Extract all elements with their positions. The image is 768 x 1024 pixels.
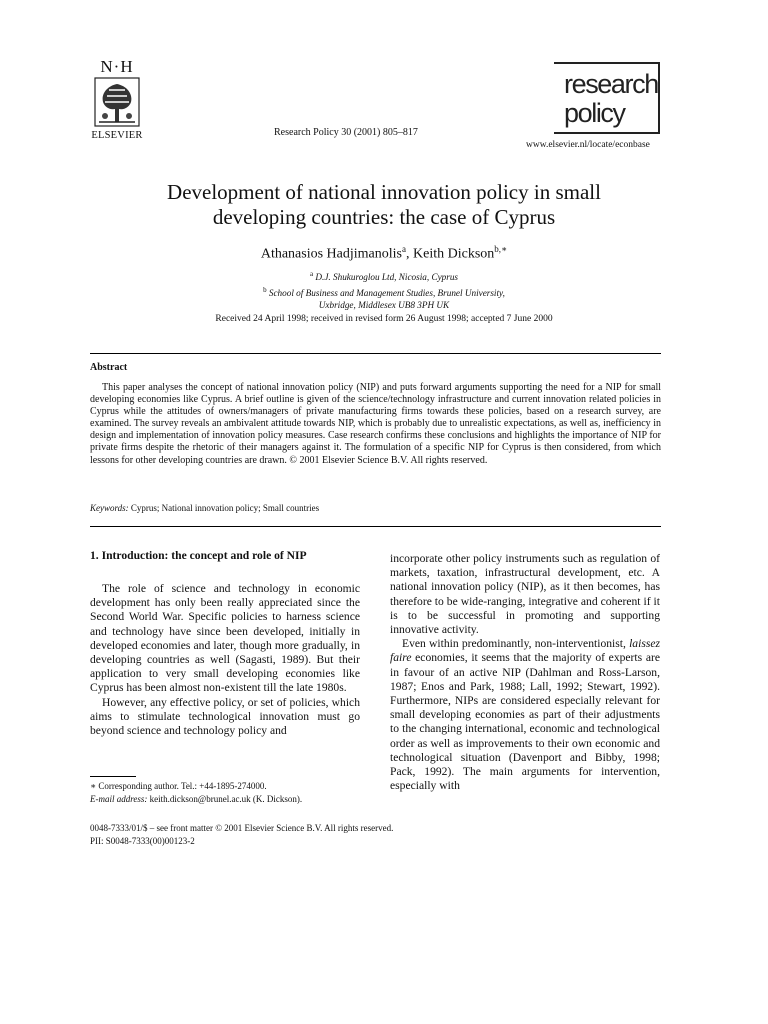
logo-bottom-rule [554,132,660,134]
journal-reference: Research Policy 30 (2001) 805–817 [274,127,418,138]
journal-logo-text [564,70,658,128]
affiliation-b-line2: Uxbridge, Middlesex UB8 3PH UK [318,300,450,311]
author-1-affil-mark: a [402,244,406,254]
journal-logo [554,62,660,134]
affil-b-text: School of Business and Management Studies, Brunel University, [266,287,505,298]
affiliation-a [110,268,658,284]
abstract-heading: Abstract [90,362,128,373]
paragraph-text: economies, it seems that the majority of experts are in favour of an active NIP (Dahlman and Ross-Larson, 1987; Enos and Park, 1988; Lall, 1992; Stewart, 1992). Furthermore, NIPs are considered especially relevant for small developing economies as part of their adjustments to the changing international, economic and technological order as well as improvements to their own economic and technological situation (Davenport and Bibby, 1998; Pack, 1992). The main arguments for intervention, especially with [390,651,660,793]
paragraph-text: Even within predominantly, non-interventionist, [402,637,630,651]
elsevier-tree-emblem [93,76,141,128]
email-label: E-mail address: [90,794,148,804]
article-title [110,180,658,230]
footnote-rule [90,776,136,777]
paragraph: incorporate other policy instruments such as regulation of markets, taxation, infrastructural development, etc. A national innovation policy (NIP), as it then becomes, has therefore to be wide-ranging, integrative and coherent if it is to be successful in promoting and supporting innovative activity. [390,552,660,637]
journal-url[interactable]: www.elsevier.nl/locate/econbase [526,140,650,150]
paragraph: However, any effective policy, or set of policies, which aims to stimulate technological innovation must go beyond science and technology policy and [90,695,360,738]
affil-a-mark: a [310,270,314,278]
affiliations [110,268,658,312]
abstract-text: This paper analyses the concept of national innovation policy (NIP) and puts forward arguments supporting the need for a NIP for small developing economies like Cyprus. A brief outline is given of the science/technology infrastructure and current innovation related policies in Cyprus while the attitudes of owners/managers of private manufacturing firms towards these policies, based on a research survey, are examined. The survey reveals an ambivalent attitude towards NIP, which is probably due to unrealistic expectations, as well as, inefficiency in design and implementation of innovation policy measures. Case research confirms these conclusions and highlights the importance of NIP for private firms despite the rhetoric of their managers against it. The formulation of a specific NIP for Cyprus is then considered, from which lessons for other developing countries are drawn. © 2001 Elsevier Science B.V. All rights reserved. [90,382,661,466]
affil-a-text: D.J. Shukuroglou Ltd, Nicosia, Cyprus [313,272,458,283]
paragraph [390,637,660,793]
email-note [90,793,370,806]
affiliation-b [110,284,658,300]
journal-logo-line1: research [564,69,658,99]
keywords-label: Keywords: [90,503,129,513]
author-list [110,244,658,263]
bottom-notes [90,822,393,848]
corresponding-author-note: ∗ Corresponding author. Tel.: +44-1895-274000. [90,781,267,791]
affil-b-mark: b [263,285,267,294]
copyright-line: 0048-7333/01/$ – see front matter © 2001 Elsevier Science B.V. All rights reserved. [90,823,394,833]
publisher-name: ELSEVIER [91,130,143,141]
footnote [90,780,370,806]
logo-top-rule [554,62,660,64]
keywords-list: Cyprus; National innovation policy; Small countries [128,503,320,513]
email-address[interactable]: keith.dickson@brunel.ac.uk (K. Dickson). [147,794,303,804]
title-line-1: Development of national innovation policy in small [167,180,601,204]
journal-logo-line2: policy [564,98,625,128]
author-2-affil-mark: b,∗ [494,244,508,254]
abstract-top-rule [90,353,661,354]
logo-right-rule [658,62,660,134]
pii-line: PII: S0048-7333(00)00123-2 [90,836,195,846]
publisher-logo [86,58,148,142]
abstract-bottom-rule [90,526,661,527]
publisher-mark: N·H [100,57,134,76]
right-column [390,552,660,793]
left-column [90,582,360,738]
paragraph-italic: laissez faire [390,637,660,665]
author-1: Athanasios Hadjimanolis [260,246,402,262]
received-dates: Received 24 April 1998; received in revised form 26 August 1998; accepted 7 June 2000 [215,314,553,324]
paragraph: The role of science and technology in economic development has only been really appreciated since the Second World War. Specific policies to harness science and technology have since been developed, initially in developed economies and later, though more gradually, in developing countries as well (Sagasti, 1989). But their application to very small developing economies like Cyprus has been almost non-existent till the late 1980s. [90,582,360,695]
title-line-2: developing countries: the case of Cyprus [212,205,556,229]
section-heading: 1. Introduction: the concept and role of NIP [90,549,307,562]
author-2: , Keith Dickson [406,246,495,262]
keywords [90,503,319,513]
